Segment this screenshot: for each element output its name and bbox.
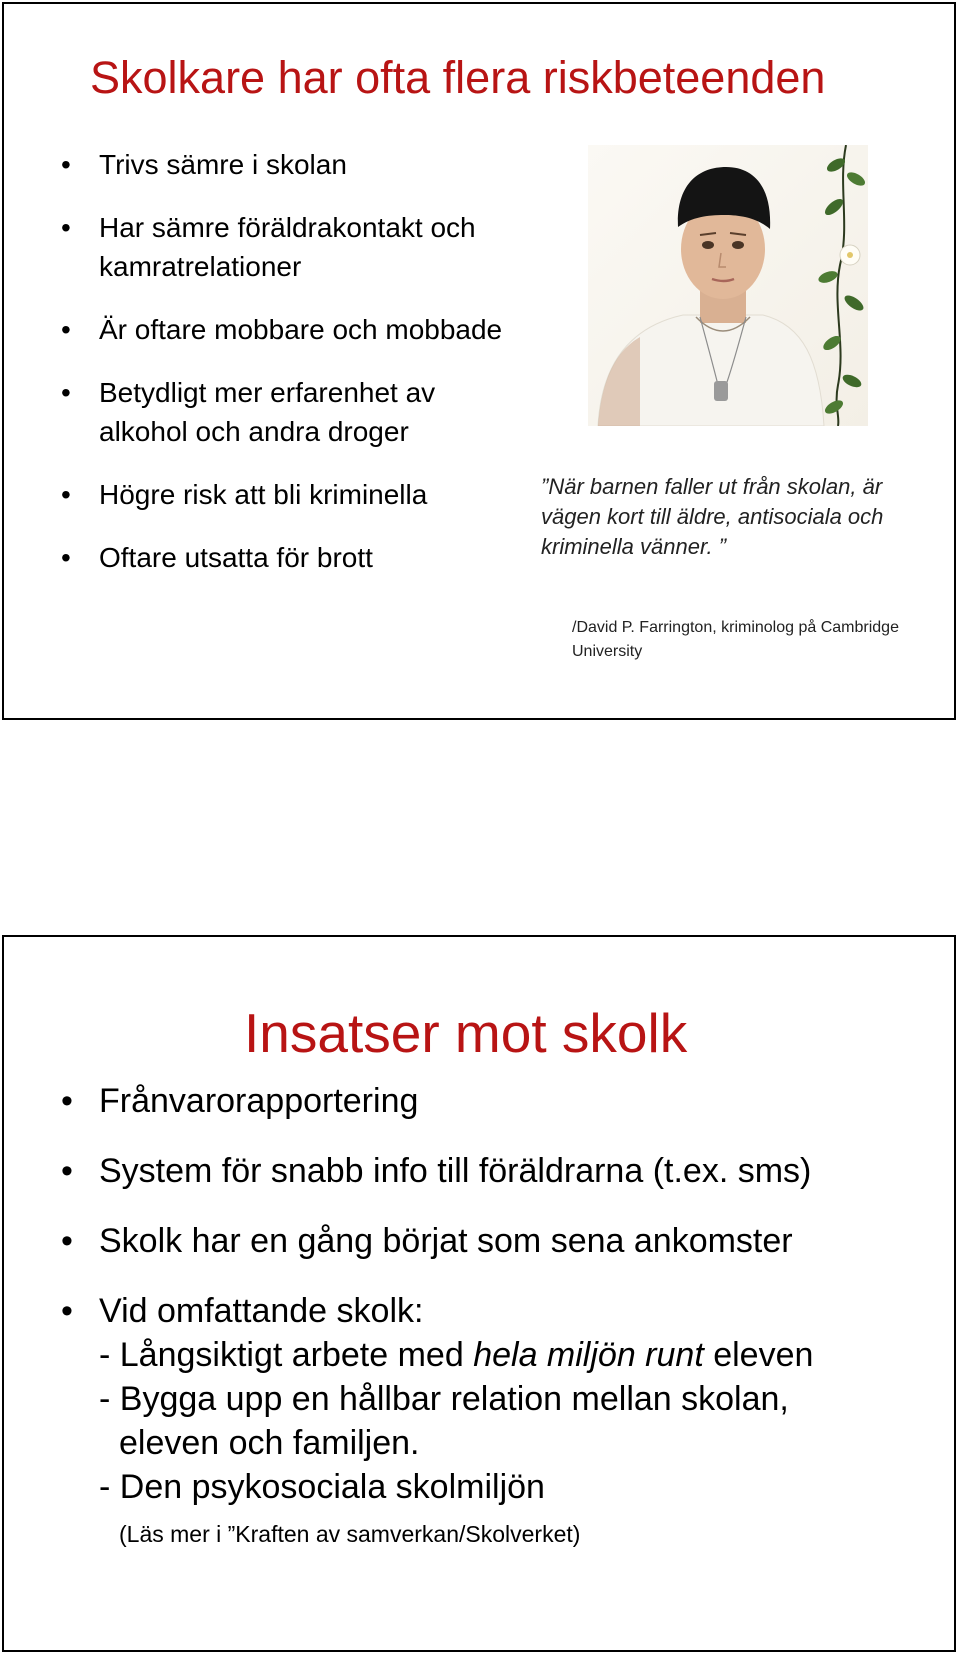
slide-1: [2, 2, 956, 720]
quote-close-mark: ”: [718, 534, 727, 559]
reference-note: (Läs mer i ”Kraften av samverkan/Skolverket): [119, 1521, 581, 1547]
bullet-item: • Skolk har en gång börjat som sena ankomster: [61, 1219, 941, 1263]
sub-item-continuation: eleven och familjen.: [119, 1424, 420, 1462]
sub-item: [99, 1333, 941, 1377]
slide-title: Insatser mot skolk: [244, 1002, 688, 1064]
sub-item-text: - Långsiktigt arbete med: [99, 1336, 474, 1374]
bullet-list: [61, 145, 521, 601]
bullet-list: [61, 1079, 941, 1575]
portrait-photo: [588, 145, 868, 426]
bullet-item: • System för snabb info till föräldrarna (t.ex. sms): [61, 1149, 941, 1193]
bullet-text: Vid omfattande skolk:: [99, 1292, 424, 1330]
slide-2: [2, 935, 956, 1652]
bullet-item: • Trivs sämre i skolan: [61, 145, 521, 184]
sub-item: - Bygga upp en hållbar relation mellan skolan,: [99, 1380, 789, 1418]
bullet-item: • Är oftare mobbare och mobbade: [61, 310, 521, 349]
quote-open-mark: ”: [541, 474, 549, 499]
quote-attribution: /David P. Farrington, kriminolog på Cambridge University: [572, 619, 899, 660]
portrait-illustration: [588, 145, 868, 426]
sub-item-emphasis: hela miljön runt: [473, 1336, 704, 1374]
slide-title: Skolkare har ofta flera riskbeteenden: [90, 52, 826, 103]
bullet-item: • Betydligt mer erfarenhet av alkohol och andra droger: [61, 373, 521, 451]
bullet-item-with-subitems: [61, 1289, 941, 1549]
quote: [541, 472, 921, 562]
quote-body: När barnen faller ut från skolan, är vägen kort till äldre, antisociala och kriminella vänner.: [541, 474, 884, 559]
sub-item-text: eleven: [703, 1336, 814, 1374]
quote-text: [541, 472, 921, 562]
sub-item: - Den psykosociala skolmiljön: [99, 1468, 545, 1506]
bullet-item: • Högre risk att bli kriminella: [61, 475, 521, 514]
bullet-item: • Oftare utsatta för brott: [61, 538, 521, 577]
bullet-item: • Har sämre föräldrakontakt och kamratrelationer: [61, 208, 521, 286]
bullet-item: • Frånvarorapportering: [61, 1079, 941, 1123]
